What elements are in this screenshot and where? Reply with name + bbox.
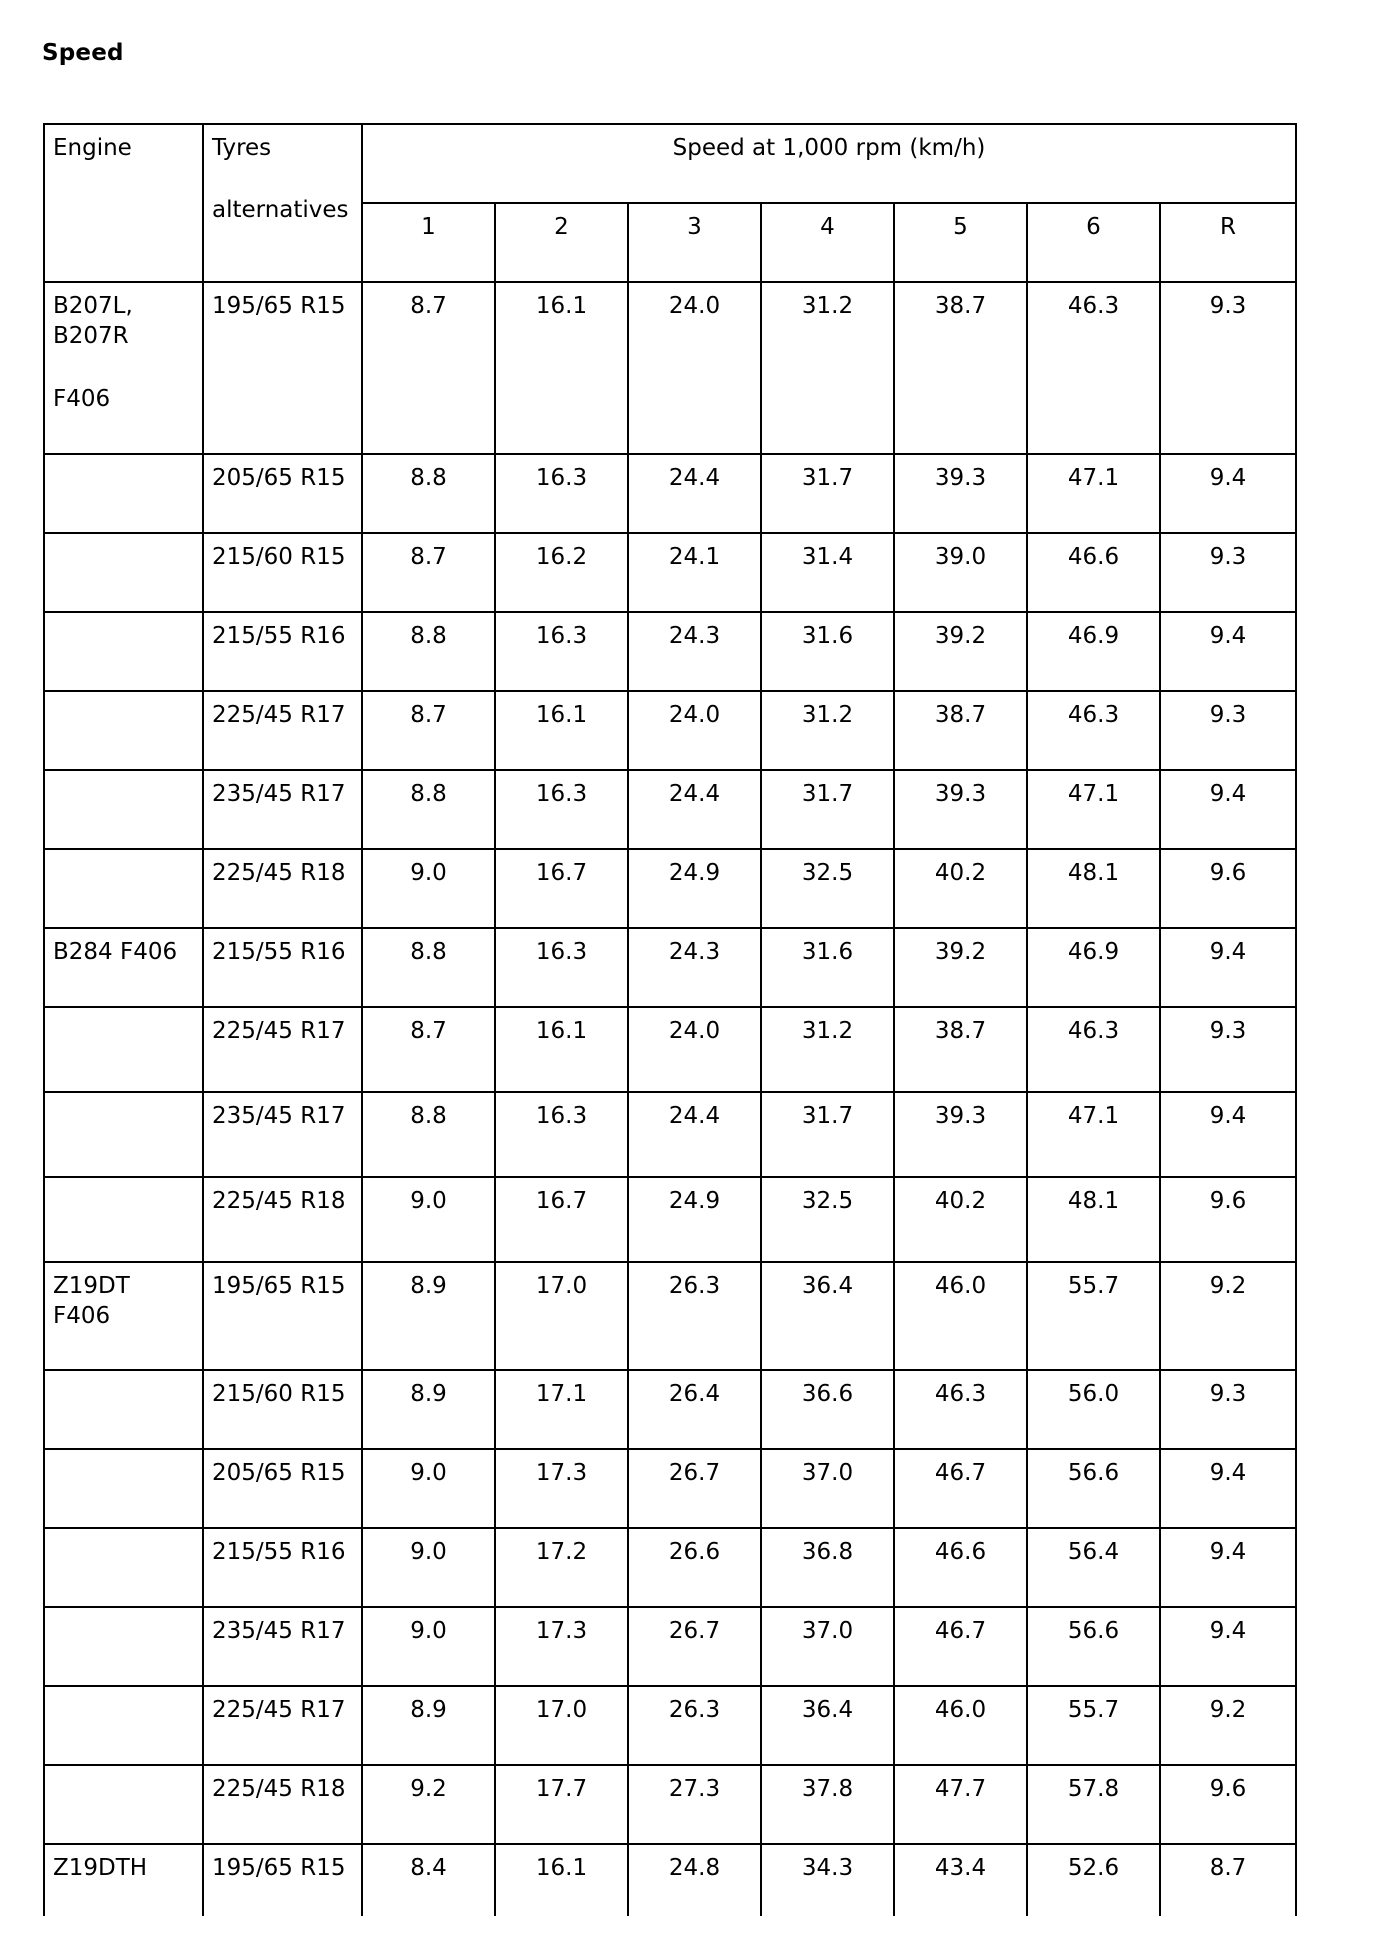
speed-cell-gear-4: 32.5 <box>761 1177 894 1262</box>
speed-cell-gear-2: 16.1 <box>495 691 628 770</box>
speed-cell-gear-r: 9.4 <box>1160 1528 1296 1607</box>
speed-cell-gear-3: 24.4 <box>628 1092 761 1177</box>
engine-cell <box>44 1370 203 1449</box>
tyre-cell: 215/55 R16 <box>203 928 362 1007</box>
speed-cell-gear-5: 40.2 <box>894 1177 1027 1262</box>
tyre-cell: 225/45 R17 <box>203 691 362 770</box>
speed-cell-gear-5: 39.3 <box>894 1092 1027 1177</box>
speed-cell-gear-5: 39.0 <box>894 533 1027 612</box>
speed-cell-gear-5: 46.6 <box>894 1528 1027 1607</box>
speed-cell-gear-2: 16.1 <box>495 1844 628 1916</box>
speed-cell-gear-4: 31.2 <box>761 282 894 454</box>
speed-cell-gear-4: 36.4 <box>761 1686 894 1765</box>
tyre-cell: 215/60 R15 <box>203 533 362 612</box>
engine-cell <box>44 282 203 454</box>
tyre-cell: 225/45 R18 <box>203 1765 362 1844</box>
speed-cell-gear-1: 8.7 <box>362 533 495 612</box>
speed-cell-gear-r: 9.3 <box>1160 1370 1296 1449</box>
speed-cell-gear-1: 9.0 <box>362 1528 495 1607</box>
speed-cell-gear-3: 24.1 <box>628 533 761 612</box>
speed-cell-gear-4: 37.0 <box>761 1449 894 1528</box>
tyre-cell: 235/45 R17 <box>203 770 362 849</box>
speed-cell-gear-6: 52.6 <box>1027 1844 1160 1916</box>
engine-line: Z19DT <box>53 1273 130 1299</box>
speed-cell-gear-2: 17.3 <box>495 1449 628 1528</box>
speed-cell-gear-2: 16.3 <box>495 928 628 1007</box>
speed-cell-gear-3: 24.0 <box>628 1007 761 1092</box>
tyre-cell: 225/45 R18 <box>203 849 362 928</box>
header-tyres-line2: alternatives <box>212 197 349 223</box>
speed-cell-gear-5: 46.0 <box>894 1686 1027 1765</box>
tyre-cell: 235/45 R17 <box>203 1092 362 1177</box>
speed-cell-gear-r: 9.2 <box>1160 1262 1296 1370</box>
table-row <box>44 282 1296 454</box>
header-tyres-line1: Tyres <box>212 135 272 161</box>
table-row <box>44 849 1296 928</box>
speed-cell-gear-6: 56.6 <box>1027 1607 1160 1686</box>
speed-cell-gear-6: 47.1 <box>1027 1092 1160 1177</box>
table-row <box>44 1370 1296 1449</box>
speed-cell-gear-5: 43.4 <box>894 1844 1027 1916</box>
speed-cell-gear-5: 38.7 <box>894 282 1027 454</box>
speed-cell-gear-4: 37.0 <box>761 1607 894 1686</box>
speed-cell-gear-1: 8.8 <box>362 454 495 533</box>
speed-cell-gear-5: 39.3 <box>894 454 1027 533</box>
header-gear-2: 2 <box>495 203 628 282</box>
table-body <box>44 124 1296 1916</box>
table-row <box>44 1449 1296 1528</box>
speed-cell-gear-2: 16.1 <box>495 1007 628 1092</box>
speed-cell-gear-4: 31.2 <box>761 691 894 770</box>
table-row <box>44 1262 1296 1370</box>
table-row <box>44 691 1296 770</box>
table-row <box>44 1844 1296 1916</box>
header-gear-5: 5 <box>894 203 1027 282</box>
table-row <box>44 1765 1296 1844</box>
tyre-cell: 225/45 R17 <box>203 1686 362 1765</box>
engine-cell <box>44 533 203 612</box>
speed-cell-gear-4: 31.6 <box>761 928 894 1007</box>
speed-cell-gear-3: 24.3 <box>628 612 761 691</box>
speed-cell-gear-1: 9.0 <box>362 1607 495 1686</box>
speed-cell-gear-5: 46.3 <box>894 1370 1027 1449</box>
speed-cell-gear-6: 46.3 <box>1027 1007 1160 1092</box>
engine-cell <box>44 1262 203 1370</box>
speed-cell-gear-r: 9.4 <box>1160 1607 1296 1686</box>
speed-cell-gear-2: 16.7 <box>495 849 628 928</box>
speed-cell-gear-5: 47.7 <box>894 1765 1027 1844</box>
speed-cell-gear-5: 38.7 <box>894 1007 1027 1092</box>
engine-cell <box>44 1607 203 1686</box>
speed-cell-gear-4: 34.3 <box>761 1844 894 1916</box>
table-row <box>44 612 1296 691</box>
speed-cell-gear-r: 9.6 <box>1160 1177 1296 1262</box>
speed-cell-gear-6: 56.6 <box>1027 1449 1160 1528</box>
speed-cell-gear-6: 56.4 <box>1027 1528 1160 1607</box>
speed-cell-gear-4: 32.5 <box>761 849 894 928</box>
engine-cell <box>44 1092 203 1177</box>
speed-cell-gear-1: 8.7 <box>362 691 495 770</box>
engine-cell <box>44 770 203 849</box>
engine-cell <box>44 1007 203 1092</box>
speed-cell-gear-2: 16.3 <box>495 454 628 533</box>
speed-cell-gear-6: 46.9 <box>1027 612 1160 691</box>
speed-cell-gear-6: 55.7 <box>1027 1262 1160 1370</box>
table-row <box>44 454 1296 533</box>
speed-cell-gear-3: 27.3 <box>628 1765 761 1844</box>
speed-cell-gear-r: 9.3 <box>1160 691 1296 770</box>
header-gear-6: 6 <box>1027 203 1160 282</box>
speed-cell-gear-6: 46.3 <box>1027 282 1160 454</box>
engine-line: B207R <box>53 323 129 349</box>
speed-cell-gear-4: 31.4 <box>761 533 894 612</box>
speed-cell-gear-4: 31.7 <box>761 770 894 849</box>
speed-cell-gear-2: 16.3 <box>495 770 628 849</box>
tyre-cell: 205/65 R15 <box>203 1449 362 1528</box>
tyre-cell: 235/45 R17 <box>203 1607 362 1686</box>
speed-cell-gear-2: 17.0 <box>495 1686 628 1765</box>
speed-cell-gear-1: 8.9 <box>362 1370 495 1449</box>
speed-cell-gear-6: 47.1 <box>1027 454 1160 533</box>
table-row <box>44 1528 1296 1607</box>
speed-cell-gear-5: 46.7 <box>894 1607 1027 1686</box>
speed-cell-gear-1: 9.2 <box>362 1765 495 1844</box>
engine-cell <box>44 1449 203 1528</box>
engine-line: Z19DTH <box>53 1855 148 1881</box>
engine-cell <box>44 612 203 691</box>
tyre-cell: 215/55 R16 <box>203 612 362 691</box>
tyre-cell: 215/55 R16 <box>203 1528 362 1607</box>
speed-cell-gear-6: 46.3 <box>1027 691 1160 770</box>
table-row <box>44 1177 1296 1262</box>
speed-cell-gear-3: 24.9 <box>628 1177 761 1262</box>
engine-cell <box>44 1765 203 1844</box>
speed-cell-gear-4: 31.7 <box>761 454 894 533</box>
speed-cell-gear-r: 9.3 <box>1160 533 1296 612</box>
speed-cell-gear-5: 39.2 <box>894 928 1027 1007</box>
tyre-cell: 225/45 R18 <box>203 1177 362 1262</box>
speed-cell-gear-4: 31.7 <box>761 1092 894 1177</box>
speed-cell-gear-3: 24.3 <box>628 928 761 1007</box>
engine-line: F406 <box>53 386 111 412</box>
header-gear-4: 4 <box>761 203 894 282</box>
speed-cell-gear-6: 56.0 <box>1027 1370 1160 1449</box>
engine-line: B207L, <box>53 293 133 319</box>
speed-cell-gear-4: 31.2 <box>761 1007 894 1092</box>
speed-cell-gear-3: 26.3 <box>628 1686 761 1765</box>
table-row <box>44 770 1296 849</box>
header-gear-3: 3 <box>628 203 761 282</box>
speed-cell-gear-6: 57.8 <box>1027 1765 1160 1844</box>
speed-cell-gear-1: 8.8 <box>362 770 495 849</box>
speed-cell-gear-2: 16.3 <box>495 612 628 691</box>
speed-cell-gear-4: 36.8 <box>761 1528 894 1607</box>
speed-cell-gear-2: 17.0 <box>495 1262 628 1370</box>
speed-cell-gear-3: 26.3 <box>628 1262 761 1370</box>
tyre-cell: 225/45 R17 <box>203 1007 362 1092</box>
speed-cell-gear-6: 46.9 <box>1027 928 1160 1007</box>
engine-cell <box>44 1177 203 1262</box>
speed-cell-gear-3: 26.7 <box>628 1607 761 1686</box>
speed-cell-gear-4: 37.8 <box>761 1765 894 1844</box>
speed-cell-gear-2: 17.1 <box>495 1370 628 1449</box>
speed-cell-gear-r: 9.6 <box>1160 849 1296 928</box>
speed-cell-gear-3: 26.7 <box>628 1449 761 1528</box>
tyre-cell: 215/60 R15 <box>203 1370 362 1449</box>
table-row <box>44 928 1296 1007</box>
speed-cell-gear-1: 8.8 <box>362 1092 495 1177</box>
speed-cell-gear-r: 9.4 <box>1160 454 1296 533</box>
speed-cell-gear-r: 9.3 <box>1160 1007 1296 1092</box>
speed-cell-gear-6: 47.1 <box>1027 770 1160 849</box>
header-engine: Engine <box>44 124 203 282</box>
tyre-cell: 205/65 R15 <box>203 454 362 533</box>
speed-cell-gear-5: 38.7 <box>894 691 1027 770</box>
speed-cell-gear-6: 55.7 <box>1027 1686 1160 1765</box>
speed-cell-gear-3: 24.8 <box>628 1844 761 1916</box>
speed-cell-gear-5: 39.2 <box>894 612 1027 691</box>
speed-cell-gear-2: 16.1 <box>495 282 628 454</box>
speed-cell-gear-r: 9.4 <box>1160 770 1296 849</box>
table-row <box>44 533 1296 612</box>
engine-cell <box>44 849 203 928</box>
engine-cell <box>44 454 203 533</box>
speed-cell-gear-4: 31.6 <box>761 612 894 691</box>
engine-cell <box>44 928 203 1007</box>
speed-cell-gear-2: 17.7 <box>495 1765 628 1844</box>
tyre-cell: 195/65 R15 <box>203 1844 362 1916</box>
speed-cell-gear-r: 9.4 <box>1160 928 1296 1007</box>
speed-table <box>43 123 1297 1916</box>
tyre-cell: 195/65 R15 <box>203 282 362 454</box>
header-gear-1: 1 <box>362 203 495 282</box>
speed-cell-gear-r: 9.4 <box>1160 1449 1296 1528</box>
speed-cell-gear-r: 9.3 <box>1160 282 1296 454</box>
speed-cell-gear-2: 16.3 <box>495 1092 628 1177</box>
speed-cell-gear-4: 36.6 <box>761 1370 894 1449</box>
page-title: Speed <box>42 40 124 66</box>
engine-cell <box>44 691 203 770</box>
speed-cell-gear-1: 9.0 <box>362 849 495 928</box>
speed-cell-gear-r: 9.4 <box>1160 1092 1296 1177</box>
speed-cell-gear-r: 9.6 <box>1160 1765 1296 1844</box>
speed-cell-gear-3: 24.0 <box>628 282 761 454</box>
speed-cell-gear-3: 24.4 <box>628 454 761 533</box>
engine-line: B284 F406 <box>53 939 178 965</box>
table-row <box>44 1092 1296 1177</box>
speed-cell-gear-2: 16.7 <box>495 1177 628 1262</box>
speed-cell-gear-1: 8.7 <box>362 1007 495 1092</box>
header-speed-group: Speed at 1,000 rpm (km/h) <box>362 124 1296 203</box>
speed-cell-gear-r: 8.7 <box>1160 1844 1296 1916</box>
engine-line: F406 <box>53 1303 111 1329</box>
speed-cell-gear-1: 8.4 <box>362 1844 495 1916</box>
tyre-cell: 195/65 R15 <box>203 1262 362 1370</box>
speed-cell-gear-5: 46.0 <box>894 1262 1027 1370</box>
speed-cell-gear-3: 24.4 <box>628 770 761 849</box>
engine-cell <box>44 1528 203 1607</box>
speed-cell-gear-3: 24.9 <box>628 849 761 928</box>
speed-cell-gear-5: 40.2 <box>894 849 1027 928</box>
speed-cell-gear-5: 46.7 <box>894 1449 1027 1528</box>
speed-cell-gear-1: 8.8 <box>362 612 495 691</box>
speed-cell-gear-6: 48.1 <box>1027 1177 1160 1262</box>
speed-cell-gear-1: 8.9 <box>362 1686 495 1765</box>
speed-cell-gear-3: 26.6 <box>628 1528 761 1607</box>
speed-cell-gear-1: 8.9 <box>362 1262 495 1370</box>
speed-cell-gear-1: 8.8 <box>362 928 495 1007</box>
speed-cell-gear-1: 9.0 <box>362 1449 495 1528</box>
speed-cell-gear-5: 39.3 <box>894 770 1027 849</box>
header-gear-r: R <box>1160 203 1296 282</box>
speed-cell-gear-r: 9.4 <box>1160 612 1296 691</box>
speed-cell-gear-r: 9.2 <box>1160 1686 1296 1765</box>
speed-cell-gear-3: 26.4 <box>628 1370 761 1449</box>
table-row <box>44 1007 1296 1092</box>
engine-cell <box>44 1844 203 1916</box>
speed-cell-gear-6: 48.1 <box>1027 849 1160 928</box>
engine-cell <box>44 1686 203 1765</box>
header-tyres <box>203 124 362 282</box>
speed-cell-gear-1: 8.7 <box>362 282 495 454</box>
speed-cell-gear-1: 9.0 <box>362 1177 495 1262</box>
speed-cell-gear-2: 17.3 <box>495 1607 628 1686</box>
speed-cell-gear-6: 46.6 <box>1027 533 1160 612</box>
speed-cell-gear-2: 17.2 <box>495 1528 628 1607</box>
speed-cell-gear-2: 16.2 <box>495 533 628 612</box>
speed-cell-gear-4: 36.4 <box>761 1262 894 1370</box>
speed-cell-gear-3: 24.0 <box>628 691 761 770</box>
table-row <box>44 1686 1296 1765</box>
engine-gap <box>53 351 194 384</box>
header-row-top <box>44 124 1296 203</box>
table-row <box>44 1607 1296 1686</box>
